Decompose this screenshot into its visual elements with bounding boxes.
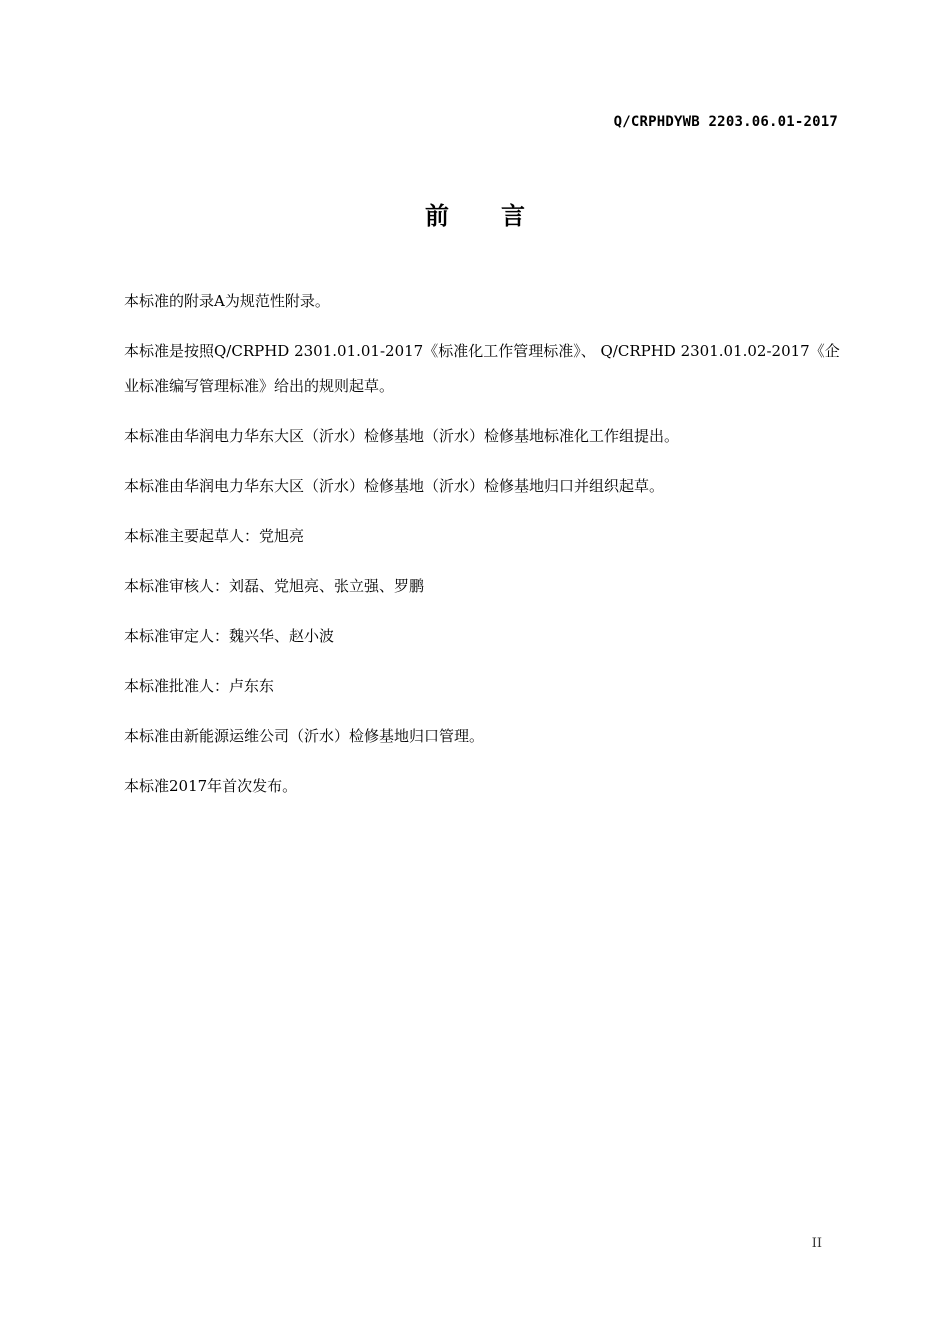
document-body [124,284,842,819]
paragraph-drafter: 本标准主要起草人：党旭亮 [124,527,305,545]
paragraph-management: 本标准由新能源运维公司（沂水）检修基地归口管理。 [124,727,485,745]
paragraph-proposer: 本标准由华润电力华东大区（沂水）检修基地（沂水）检修基地标准化工作组提出。 [124,427,680,445]
paragraph-approvers-final: 本标准审定人：魏兴华、赵小波 [124,627,335,645]
paragraph-release: 本标准2017年首次发布。 [124,777,298,795]
document-code: Q/CRPHDYWB 2203.06.01-2017 [613,114,838,130]
page-number: II [811,1236,822,1251]
paragraph-organizer: 本标准由华润电力华东大区（沂水）检修基地（沂水）检修基地归口并组织起草。 [124,477,665,495]
paragraph-approver: 本标准批准人：卢东东 [124,677,275,695]
paragraph-appendix: 本标准的附录A为规范性附录。 [124,292,330,310]
paragraph-reviewers: 本标准审核人：刘磊、党旭亮、张立强、罗鹏 [124,577,425,595]
page-title: 前言 [425,202,577,230]
paragraph-drafting-rules: 本标准是按照Q/CRPHD 2301.01.01-2017《标准化工作管理标准》、 Q/CRPHD 2301.01.02-2017《企业标准编写管理标准》给出的规则起草。 [124,342,840,395]
